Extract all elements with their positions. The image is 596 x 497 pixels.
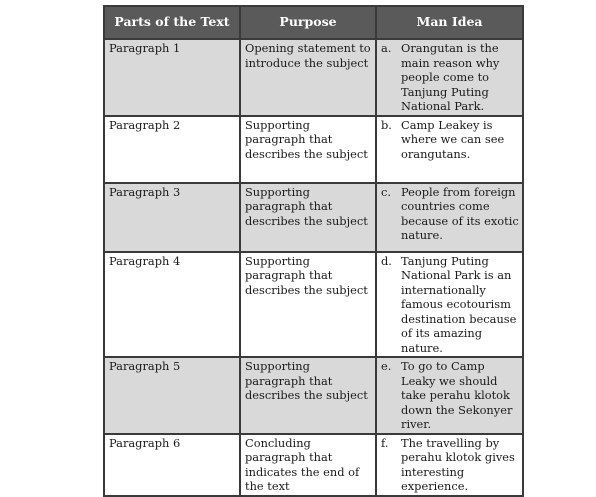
purpose-cell: Opening statement to introduce the subject <box>240 39 376 116</box>
idea-text: Camp Leakey is where we can see orangutans. <box>401 117 505 161</box>
purpose-cell: Supporting paragraph that describes the subject <box>240 357 376 434</box>
idea-text: The travelling by perahu klotok gives interesting experience. <box>401 435 515 493</box>
paragraph-structure-table <box>103 5 524 497</box>
table-row <box>104 39 523 116</box>
header-main-idea: Man Idea <box>376 6 523 39</box>
idea-text: Orangutan is the main reason why people come to Tanjung Puting National Park. <box>401 41 500 113</box>
idea-letter: e. <box>381 359 392 373</box>
part-cell: Paragraph 4 <box>104 252 240 358</box>
purpose-cell: Supporting paragraph that describes the subject <box>240 183 376 252</box>
table-row <box>104 252 523 358</box>
table-header-row <box>104 6 523 39</box>
idea-text: To go to Camp Leaky we should take perahu klotok down the Sekonyer river. <box>401 359 513 431</box>
table-row <box>104 357 523 434</box>
header-purpose: Purpose <box>240 6 376 39</box>
purpose-cell: Supporting paragraph that describes the subject <box>240 252 376 358</box>
idea-letter: a. <box>381 41 392 55</box>
idea-letter: f. <box>381 435 389 450</box>
table-row <box>104 183 523 252</box>
main-idea-cell <box>376 252 523 358</box>
purpose-cell: Supporting paragraph that describes the subject <box>240 116 376 183</box>
part-cell: Paragraph 6 <box>104 434 240 496</box>
purpose-cell: Concluding paragraph that indicates the end of the text <box>240 434 376 496</box>
table-row <box>104 434 523 496</box>
header-parts-of-text: Parts of the Text <box>104 6 240 39</box>
main-idea-cell <box>376 434 523 496</box>
main-idea-cell <box>376 357 523 434</box>
idea-letter: d. <box>381 253 392 268</box>
main-idea-cell <box>376 39 523 116</box>
part-cell: Paragraph 1 <box>104 39 240 116</box>
idea-letter: b. <box>381 117 392 132</box>
idea-text: Tanjung Puting National Park is an internationally famous ecotourism destination because of its amazing nature. <box>401 253 517 355</box>
idea-letter: c. <box>381 184 392 199</box>
part-cell: Paragraph 3 <box>104 183 240 252</box>
table-row <box>104 116 523 183</box>
idea-text: People from foreign countries come because of its exotic nature. <box>401 184 519 242</box>
main-idea-cell <box>376 183 523 252</box>
main-idea-cell <box>376 116 523 183</box>
part-cell: Paragraph 5 <box>104 357 240 434</box>
part-cell: Paragraph 2 <box>104 116 240 183</box>
